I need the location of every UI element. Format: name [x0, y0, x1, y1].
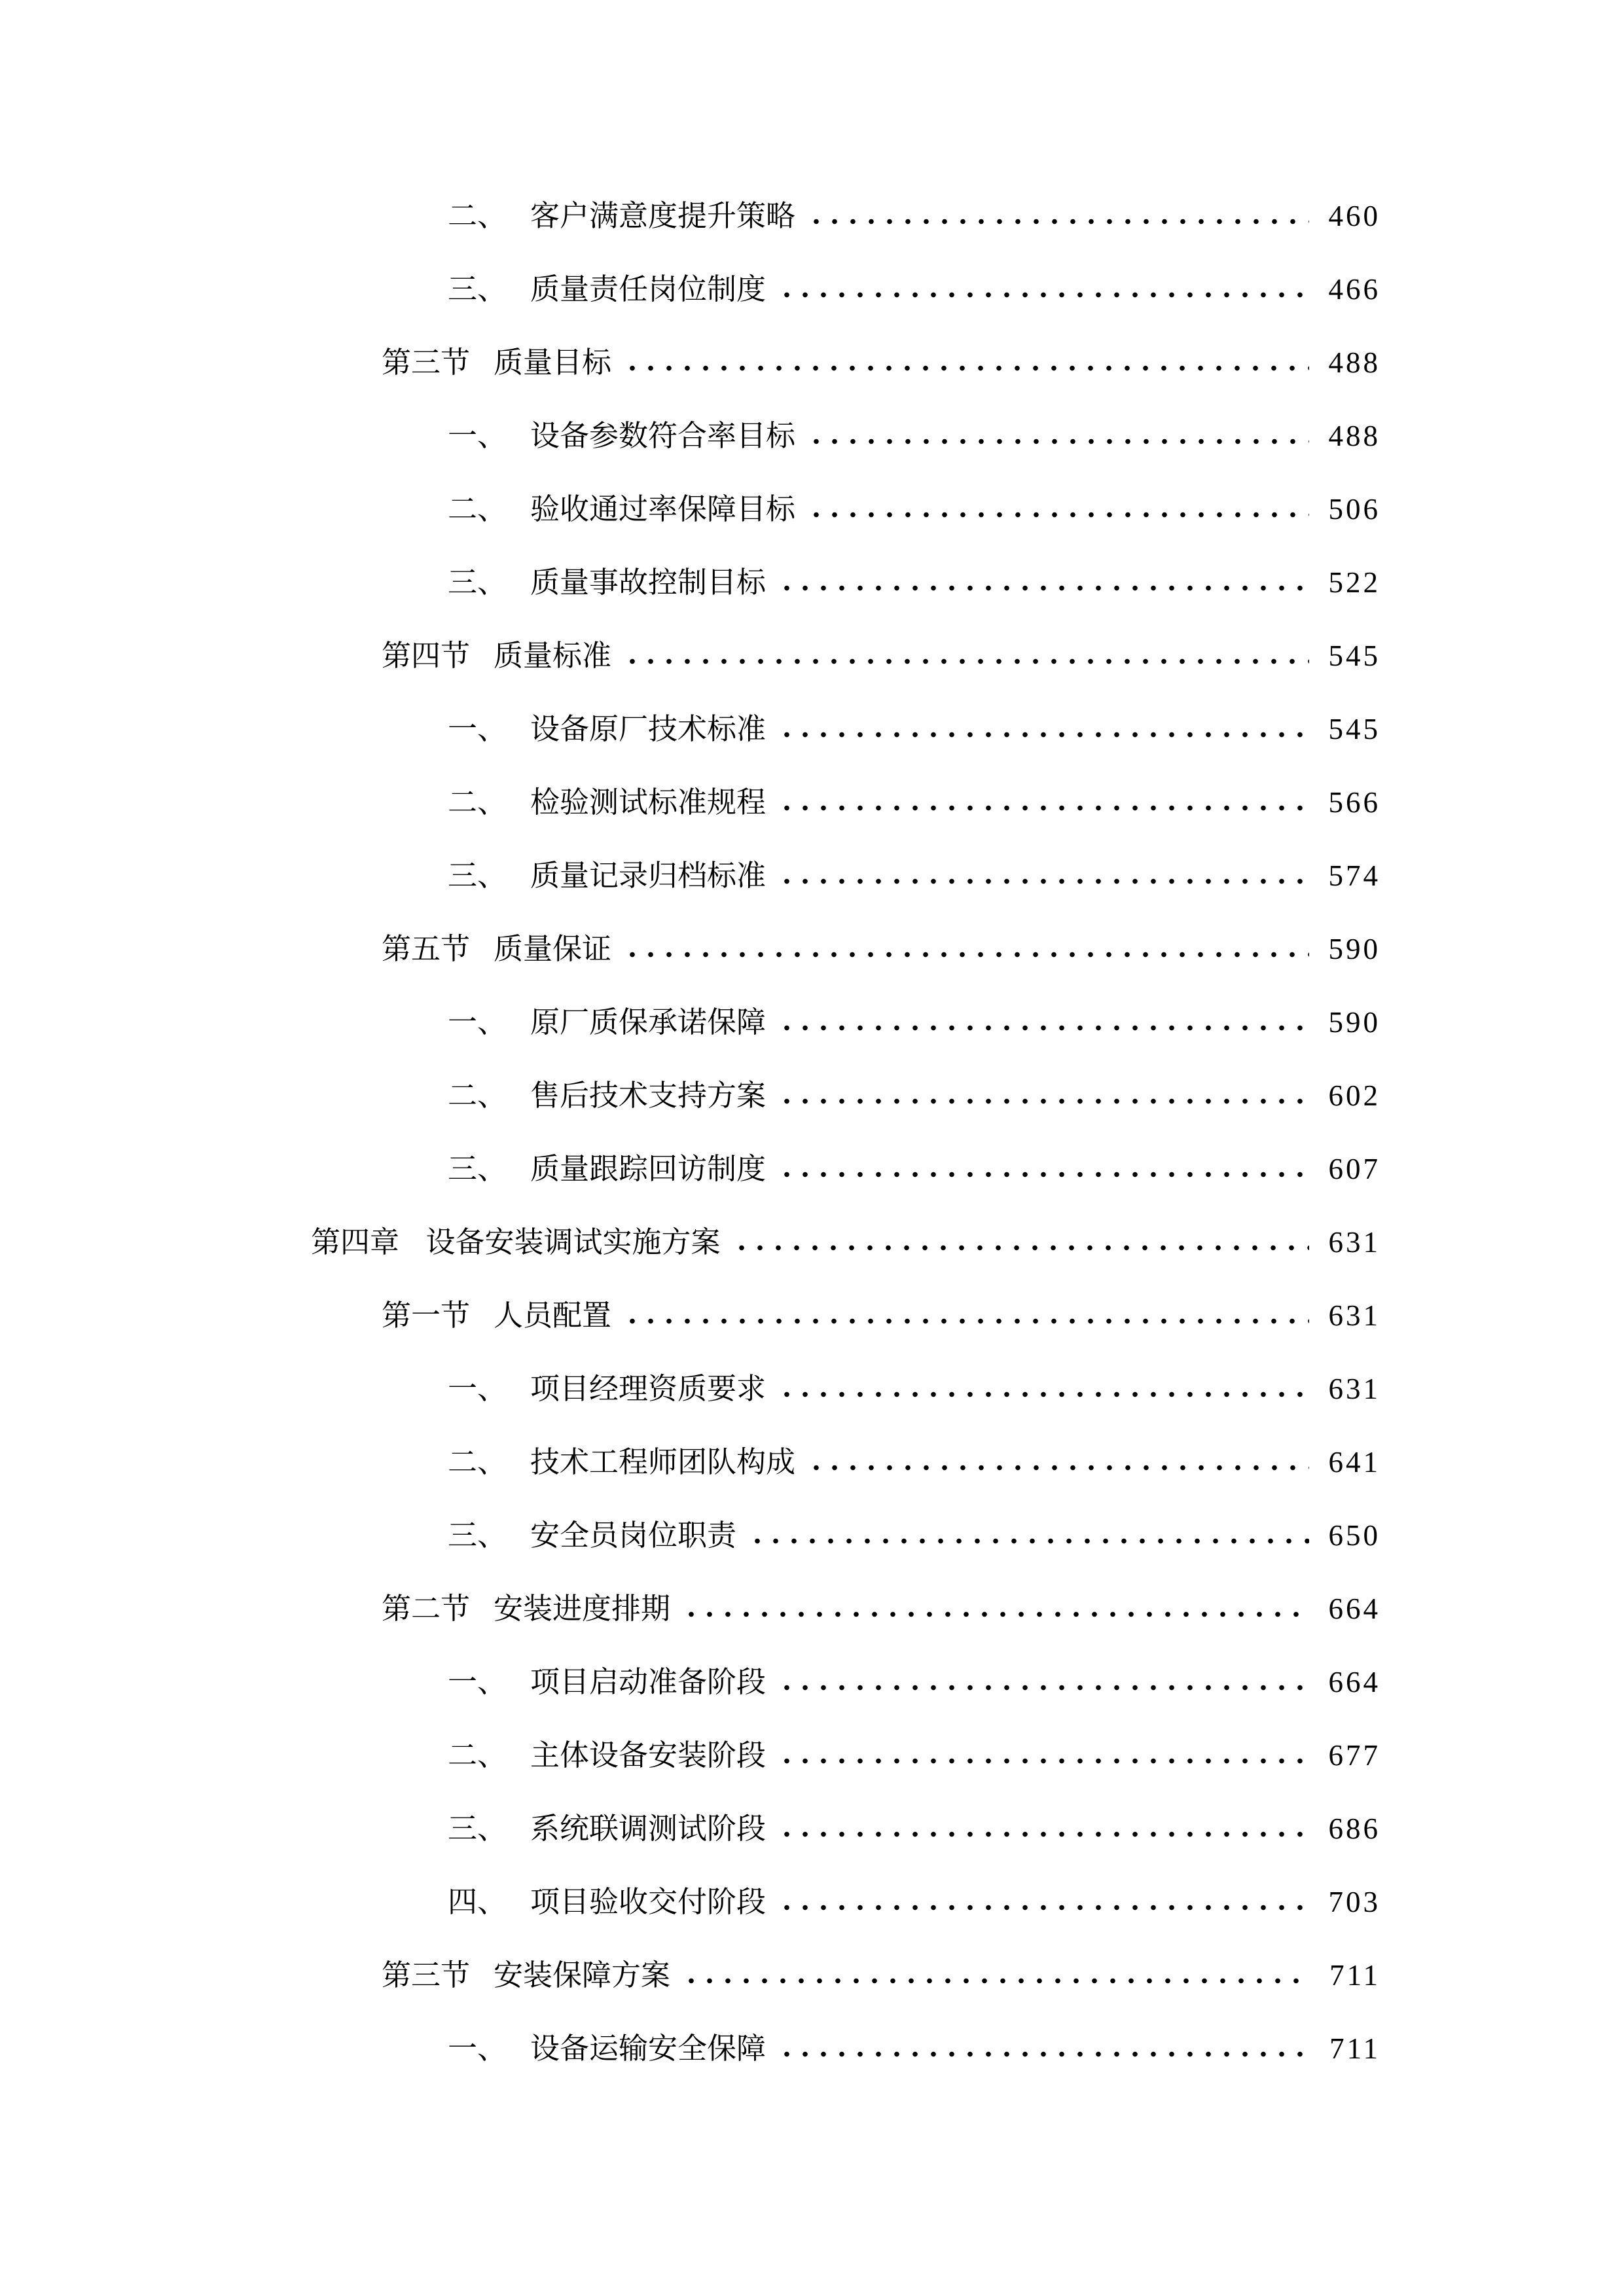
- dot-leader: [807, 437, 1308, 446]
- toc-entry-number: 二、: [448, 493, 507, 526]
- toc-entry[interactable]: [0, 253, 1624, 326]
- toc-entry-number: 三、: [448, 566, 507, 599]
- dot-leader: [623, 364, 1308, 372]
- toc-entry[interactable]: [0, 326, 1624, 399]
- toc-entry-page: 590: [1328, 933, 1380, 965]
- toc-entry[interactable]: [0, 1426, 1624, 1499]
- toc-entry[interactable]: [0, 1132, 1624, 1206]
- toc-entry[interactable]: [0, 1059, 1624, 1132]
- toc-entry-number: 一、: [448, 1006, 507, 1039]
- toc-entry-number: 二、: [448, 1739, 507, 1772]
- toc-entry-number: 一、: [448, 420, 507, 452]
- dot-leader: [778, 1390, 1308, 1399]
- toc-entry-page: 664: [1328, 1666, 1380, 1698]
- dot-leader: [778, 1757, 1308, 1765]
- toc-entry-number: 三、: [448, 1153, 507, 1185]
- toc-entry-title: 人员配置: [494, 1299, 612, 1332]
- dot-leader: [748, 1537, 1308, 1545]
- toc-entry-number: 一、: [448, 2032, 507, 2065]
- toc-entry-title: 安装进度排期: [494, 1592, 671, 1625]
- toc-entry-title: 售后技术支持方案: [530, 1079, 767, 1112]
- toc-entry-number: 四、: [448, 1886, 507, 1918]
- dot-leader: [807, 511, 1308, 519]
- toc-list: [0, 179, 1624, 2085]
- dot-leader: [778, 584, 1308, 592]
- dot-leader: [682, 1610, 1308, 1619]
- toc-entry-page: 711: [1329, 2032, 1380, 2065]
- toc-entry-title: 检验测试标准规程: [530, 786, 767, 819]
- toc-entry-page: 664: [1328, 1592, 1380, 1625]
- dot-leader: [807, 217, 1308, 226]
- toc-entry[interactable]: [0, 839, 1624, 912]
- toc-entry-page: 650: [1328, 1519, 1380, 1552]
- toc-entry-number: 一、: [448, 1372, 507, 1405]
- dot-leader: [778, 2050, 1310, 2058]
- toc-entry[interactable]: [0, 1865, 1624, 1939]
- toc-entry[interactable]: [0, 2012, 1624, 2085]
- toc-entry[interactable]: [0, 1939, 1624, 2012]
- toc-entry-page: 677: [1328, 1739, 1380, 1772]
- toc-entry-page: 506: [1328, 493, 1380, 526]
- toc-entry-number: 三、: [448, 273, 507, 306]
- dot-leader: [778, 291, 1308, 299]
- dot-leader: [778, 1024, 1308, 1032]
- toc-entry-title: 项目启动准备阶段: [530, 1666, 767, 1698]
- toc-entry-title: 质量记录归档标准: [530, 859, 767, 892]
- toc-entry-number: 第三节: [382, 346, 471, 379]
- toc-entry[interactable]: [0, 1352, 1624, 1426]
- toc-entry[interactable]: [0, 1279, 1624, 1352]
- toc-entry-page: 466: [1328, 273, 1380, 306]
- toc-entry-title: 系统联调测试阶段: [530, 1812, 767, 1845]
- toc-entry-number: 第五节: [382, 933, 471, 965]
- toc-entry-page: 711: [1329, 1959, 1380, 1992]
- toc-entry-title: 原厂质保承诺保障: [530, 1006, 767, 1039]
- toc-entry-title: 设备运输安全保障: [530, 2032, 767, 2065]
- toc-entry-title: 设备参数符合率目标: [530, 420, 796, 452]
- toc-entry-page: 522: [1328, 566, 1380, 599]
- dot-leader: [778, 804, 1308, 812]
- dot-leader: [732, 1244, 1309, 1252]
- toc-entry-number: 一、: [448, 713, 507, 745]
- toc-entry[interactable]: [0, 766, 1624, 839]
- toc-entry-title: 设备原厂技术标准: [530, 713, 767, 745]
- toc-entry[interactable]: [0, 1792, 1624, 1865]
- toc-entry-page: 566: [1328, 786, 1380, 819]
- dot-leader: [623, 1317, 1308, 1325]
- toc-entry[interactable]: [0, 986, 1624, 1059]
- toc-entry[interactable]: [0, 179, 1624, 253]
- toc-entry-page: 460: [1328, 200, 1380, 232]
- dot-leader: [778, 1170, 1308, 1179]
- toc-entry[interactable]: [0, 1645, 1624, 1719]
- toc-entry-number: 二、: [448, 200, 507, 232]
- dot-leader: [778, 1097, 1308, 1105]
- toc-entry-title: 技术工程师团队构成: [530, 1446, 796, 1479]
- toc-entry[interactable]: [0, 473, 1624, 546]
- toc-entry-title: 质量跟踪回访制度: [530, 1153, 767, 1185]
- toc-entry-number: 二、: [448, 1079, 507, 1112]
- toc-entry-title: 项目经理资质要求: [530, 1372, 767, 1405]
- dot-leader: [682, 1977, 1310, 1985]
- dot-leader: [623, 657, 1308, 666]
- toc-entry[interactable]: [0, 1206, 1624, 1279]
- toc-entry-title: 验收通过率保障目标: [530, 493, 796, 526]
- toc-entry-page: 545: [1328, 639, 1380, 672]
- toc-entry-page: 488: [1328, 420, 1380, 452]
- dot-leader: [778, 1830, 1308, 1839]
- toc-entry[interactable]: [0, 1719, 1624, 1792]
- toc-entry-number: 二、: [448, 1446, 507, 1479]
- toc-entry-title: 主体设备安装阶段: [530, 1739, 767, 1772]
- toc-entry-title: 质量事故控制目标: [530, 566, 767, 599]
- toc-entry-title: 质量责任岗位制度: [530, 273, 767, 306]
- toc-entry-title: 安全员岗位职责: [530, 1519, 737, 1552]
- toc-entry-number: 第三节: [382, 1959, 471, 1992]
- dot-leader: [778, 1683, 1308, 1692]
- toc-entry[interactable]: [0, 912, 1624, 986]
- toc-entry-page: 631: [1328, 1299, 1380, 1332]
- toc-entry-page: 607: [1328, 1153, 1380, 1185]
- toc-entry[interactable]: [0, 1572, 1624, 1645]
- toc-entry[interactable]: [0, 1499, 1624, 1572]
- toc-entry-title: 质量保证: [494, 933, 612, 965]
- toc-entry-page: 703: [1328, 1886, 1380, 1918]
- dot-leader: [778, 1903, 1308, 1912]
- toc-entry-page: 574: [1328, 859, 1380, 892]
- toc-entry-page: 488: [1328, 346, 1380, 379]
- toc-entry-number: 第二节: [382, 1592, 471, 1625]
- toc-entry-page: 631: [1328, 1372, 1380, 1405]
- toc-entry-number: 三、: [448, 859, 507, 892]
- toc-entry-title: 质量标准: [494, 639, 612, 672]
- toc-entry-page: 631: [1328, 1226, 1380, 1259]
- toc-entry-title: 项目验收交付阶段: [530, 1886, 767, 1918]
- toc-entry[interactable]: [0, 399, 1624, 473]
- toc-entry-page: 686: [1328, 1812, 1380, 1845]
- dot-leader: [778, 877, 1308, 886]
- toc-entry[interactable]: [0, 619, 1624, 692]
- dot-leader: [807, 1463, 1308, 1472]
- toc-entry[interactable]: [0, 546, 1624, 619]
- toc-entry-number: 二、: [448, 786, 507, 819]
- toc-entry[interactable]: [0, 692, 1624, 766]
- toc-entry-title: 质量目标: [494, 346, 612, 379]
- toc-entry-number: 第四节: [382, 639, 471, 672]
- toc-entry-title: 安装保障方案: [494, 1959, 671, 1992]
- dot-leader: [778, 730, 1308, 739]
- toc-entry-number: 三、: [448, 1812, 507, 1845]
- toc-entry-number: 第一节: [382, 1299, 471, 1332]
- toc-entry-number: 一、: [448, 1666, 507, 1698]
- toc-entry-title: 设备安装调试实施方案: [425, 1226, 721, 1259]
- dot-leader: [623, 950, 1308, 959]
- toc-entry-page: 602: [1328, 1079, 1380, 1112]
- toc-entry-page: 641: [1328, 1446, 1380, 1479]
- toc-entry-title: 客户满意度提升策略: [530, 200, 796, 232]
- toc-entry-page: 590: [1328, 1006, 1380, 1039]
- toc-entry-number: 三、: [448, 1519, 507, 1552]
- toc-entry-page: 545: [1328, 713, 1380, 745]
- toc-entry-number: 第四章: [311, 1226, 400, 1259]
